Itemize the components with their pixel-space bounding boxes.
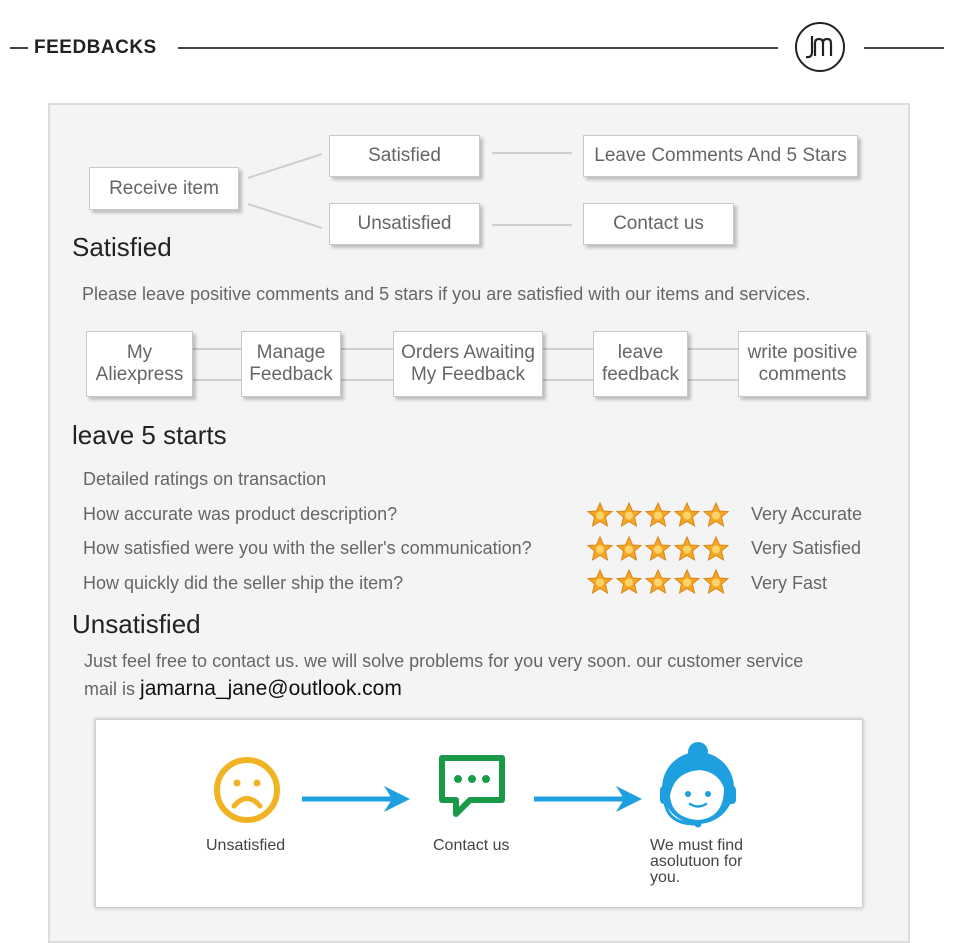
unsatisfied-heading: Unsatisfied [72, 609, 201, 639]
flow-unsatisfied: Unsatisfied [329, 203, 480, 245]
star-icon [586, 501, 614, 529]
star-icon [702, 535, 730, 563]
star-icon [615, 568, 643, 596]
step-line: feedback [601, 364, 680, 385]
step-line: leave [617, 342, 664, 363]
rating-result: Very Fast [751, 573, 828, 593]
contact-email[interactable]: jamarna_jane@outlook.com [140, 677, 402, 700]
solution-line: asolutuon for [650, 853, 743, 870]
star-icon [673, 535, 701, 563]
star-rating [586, 535, 730, 563]
step-manage-feedback [241, 331, 341, 397]
flow-leave-comments: Leave Comments And 5 Stars [583, 135, 858, 177]
step-connector [543, 348, 593, 350]
step-write-comments [738, 331, 867, 397]
sad-face-icon [212, 755, 282, 825]
flow-contact-us: Contact us [583, 203, 734, 245]
step-connector [341, 348, 393, 350]
star-icon [644, 501, 672, 529]
satisfied-heading: Satisfied [72, 232, 172, 262]
satisfied-text: Please leave positive comments and 5 stars if you are satisfied with our items and services. [82, 284, 811, 304]
step-connector [193, 379, 241, 381]
step-orders-awaiting [393, 331, 543, 397]
rating-result: Very Accurate [751, 504, 863, 524]
step-line: My Feedback [410, 364, 526, 385]
mail-prefix: mail is [84, 679, 136, 699]
step-connector [688, 348, 738, 350]
star-icon [586, 568, 614, 596]
flow-satisfied: Satisfied [329, 135, 480, 177]
step-line: comments [758, 364, 847, 385]
rating-result: Very Satisfied [751, 538, 862, 558]
star-icon [615, 501, 643, 529]
solution-line: you. [650, 869, 681, 886]
star-icon [702, 501, 730, 529]
step-line: Orders Awaiting [401, 342, 535, 363]
step-connector [341, 379, 393, 381]
flow-receive-item: Receive item [89, 167, 239, 210]
process-step-solution [650, 838, 743, 886]
star-rating [586, 568, 730, 596]
rating-question: How quickly did the seller ship the item? [83, 573, 404, 593]
arrow-right-icon [302, 782, 412, 816]
rating-question: How accurate was product description? [83, 504, 398, 524]
ratings-heading: leave 5 starts [72, 420, 227, 450]
star-icon [702, 568, 730, 596]
step-connector [193, 348, 241, 350]
arrow-right-icon [534, 782, 644, 816]
process-box [95, 719, 863, 908]
process-step-unsatisfied: Unsatisfied [206, 837, 286, 854]
star-icon [615, 535, 643, 563]
step-line: Manage [256, 342, 326, 363]
ratings-subheading: Detailed ratings on transaction [83, 469, 327, 489]
step-line: Feedback [249, 364, 333, 385]
support-agent-icon [652, 738, 744, 830]
page-title: FEEDBACKS [34, 37, 157, 58]
star-icon [644, 535, 672, 563]
chat-bubble-icon [436, 752, 508, 824]
unsatisfied-text: Just feel free to contact us. we will solve problems for you very soon. our customer service [84, 651, 804, 671]
step-line: write positive [747, 342, 858, 363]
unsatisfied-mail-line [84, 677, 402, 701]
star-icon [673, 568, 701, 596]
step-line: My [126, 342, 153, 363]
flow-connectors [0, 0, 960, 260]
step-line: Aliexpress [95, 364, 184, 385]
star-rating [586, 501, 730, 529]
star-icon [586, 535, 614, 563]
solution-line: We must find [650, 837, 744, 854]
rating-question: How satisfied were you with the seller's communication? [83, 538, 532, 558]
star-icon [644, 568, 672, 596]
step-leave-feedback [593, 331, 688, 397]
step-connector [543, 379, 593, 381]
star-icon [673, 501, 701, 529]
step-my-aliexpress [86, 331, 193, 397]
step-connector [688, 379, 738, 381]
process-step-contact: Contact us [433, 837, 510, 854]
